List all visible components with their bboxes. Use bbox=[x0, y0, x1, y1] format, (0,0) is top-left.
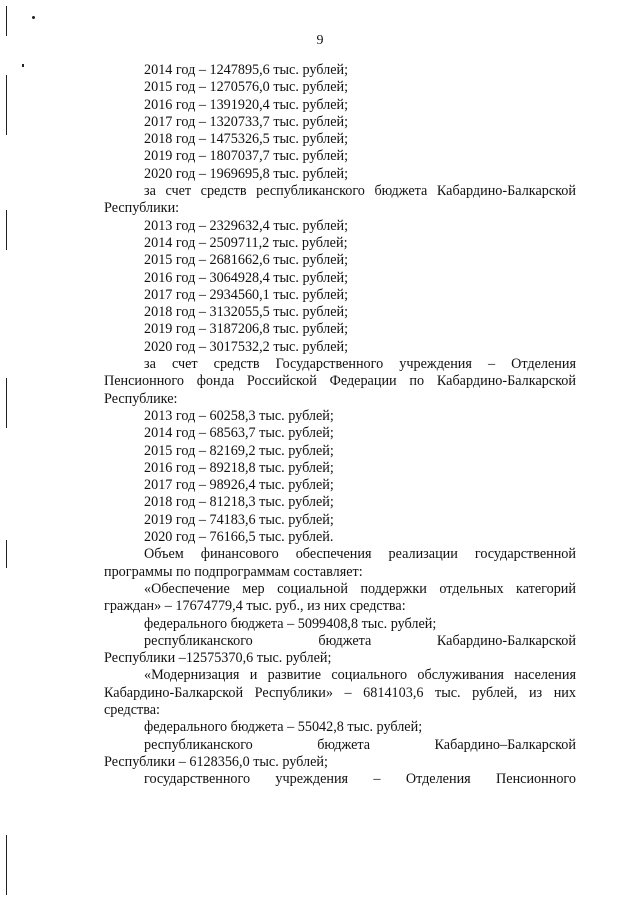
word: Отделения bbox=[405, 771, 471, 788]
funding-line: 2017 год – 98926,4 тыс. рублей; bbox=[144, 477, 334, 494]
pension-institution-line bbox=[104, 771, 576, 788]
paragraph-pension-fund: за счет средств Государственного учреждения – Отделения Пенсионного фонда Российской Федерации по Кабардино-Балкарской Республике: bbox=[104, 356, 576, 407]
paragraph-financing-volume: Объем финансового обеспечения реализации государственной программы по подпрограммам составляет: bbox=[104, 546, 576, 580]
scan-edge-mark bbox=[6, 540, 7, 568]
page-number: 9 bbox=[316, 33, 324, 48]
funding-line: 2018 год – 81218,3 тыс. рублей; bbox=[144, 494, 334, 511]
funding-line: 2017 год – 2934560,1 тыс. рублей; bbox=[144, 286, 349, 303]
document-body bbox=[104, 62, 576, 788]
funding-line: 2016 год – 89218,8 тыс. рублей; bbox=[144, 459, 334, 476]
funding-line: 2019 год – 3187206,8 тыс. рублей; bbox=[144, 321, 349, 338]
republic-budget-line bbox=[104, 633, 576, 650]
funding-line: Республики –12575370,6 тыс. рублей; bbox=[104, 650, 332, 667]
word: Кабардино–Балкарской bbox=[434, 736, 576, 753]
word: государственного bbox=[144, 771, 251, 788]
republic-budget-line bbox=[104, 737, 576, 754]
funding-line: 2013 год – 60258,3 тыс. рублей; bbox=[144, 407, 334, 424]
word: Пенсионного bbox=[496, 771, 576, 788]
word: – bbox=[373, 771, 381, 788]
funding-line: федерального бюджета – 55042,8 тыс. рублей; bbox=[144, 719, 423, 736]
paragraph-subprogram-1: «Обеспечение мер социальной поддержки отдельных категорий граждан» – 17674779,4 тыс. руб., из них средства: bbox=[104, 580, 576, 615]
funding-line: 2014 год – 2509711,2 тыс. рублей; bbox=[144, 234, 348, 251]
word: учреждения bbox=[275, 771, 349, 788]
funding-line: 2020 год – 3017532,2 тыс. рублей; bbox=[144, 338, 349, 355]
funding-line: 2016 год – 1391920,4 тыс. рублей; bbox=[144, 96, 349, 113]
funding-line: Республики – 6128356,0 тыс. рублей; bbox=[104, 753, 328, 770]
word: бюджета bbox=[318, 632, 372, 649]
scan-speck bbox=[32, 16, 35, 19]
funding-line: 2020 год – 76166,5 тыс. рублей. bbox=[144, 529, 334, 546]
funding-line: 2013 год – 2329632,4 тыс. рублей; bbox=[144, 217, 349, 234]
paragraph-subprogram-2: «Модернизация и развитие социального обслуживания населения Кабардино-Балкарской Республики» – 6814103,6 тыс. рублей, из них средства: bbox=[104, 667, 576, 718]
funding-line: 2015 год – 82169,2 тыс. рублей; bbox=[144, 442, 334, 459]
scan-edge-mark bbox=[6, 835, 7, 895]
word: бюджета bbox=[317, 736, 371, 753]
funding-line: 2020 год – 1969695,8 тыс. рублей; bbox=[144, 165, 349, 182]
word: республиканского bbox=[144, 736, 253, 753]
funding-line: 2018 год – 3132055,5 тыс. рублей; bbox=[144, 304, 349, 321]
funding-line: 2016 год – 3064928,4 тыс. рублей; bbox=[144, 269, 349, 286]
scan-edge-mark bbox=[6, 210, 7, 250]
paragraph-republic-budget: за счет средств республиканского бюджета Кабардино-Балкарской Республики: bbox=[104, 183, 576, 217]
scan-speck bbox=[22, 64, 24, 67]
funding-line: 2019 год – 74183,6 тыс. рублей; bbox=[144, 511, 334, 528]
word: Кабардино-Балкарской bbox=[436, 632, 576, 649]
funding-line: федерального бюджета – 5099408,8 тыс. рублей; bbox=[144, 615, 437, 632]
funding-line: 2015 год – 1270576,0 тыс. рублей; bbox=[144, 79, 349, 96]
scan-edge-mark bbox=[6, 378, 7, 428]
funding-line: 2015 год – 2681662,6 тыс. рублей; bbox=[144, 252, 349, 269]
scan-edge-mark bbox=[6, 6, 7, 36]
funding-line: 2017 год – 1320733,7 тыс. рублей; bbox=[144, 113, 349, 130]
word: республиканского bbox=[144, 632, 253, 649]
funding-line: 2018 год – 1475326,5 тыс. рублей; bbox=[144, 131, 349, 148]
funding-line: 2014 год – 1247895,6 тыс. рублей; bbox=[144, 62, 349, 78]
funding-line: 2019 год – 1807037,7 тыс. рублей; bbox=[144, 148, 349, 165]
scan-edge-mark bbox=[6, 75, 7, 135]
funding-line: 2014 год – 68563,7 тыс. рублей; bbox=[144, 425, 334, 442]
